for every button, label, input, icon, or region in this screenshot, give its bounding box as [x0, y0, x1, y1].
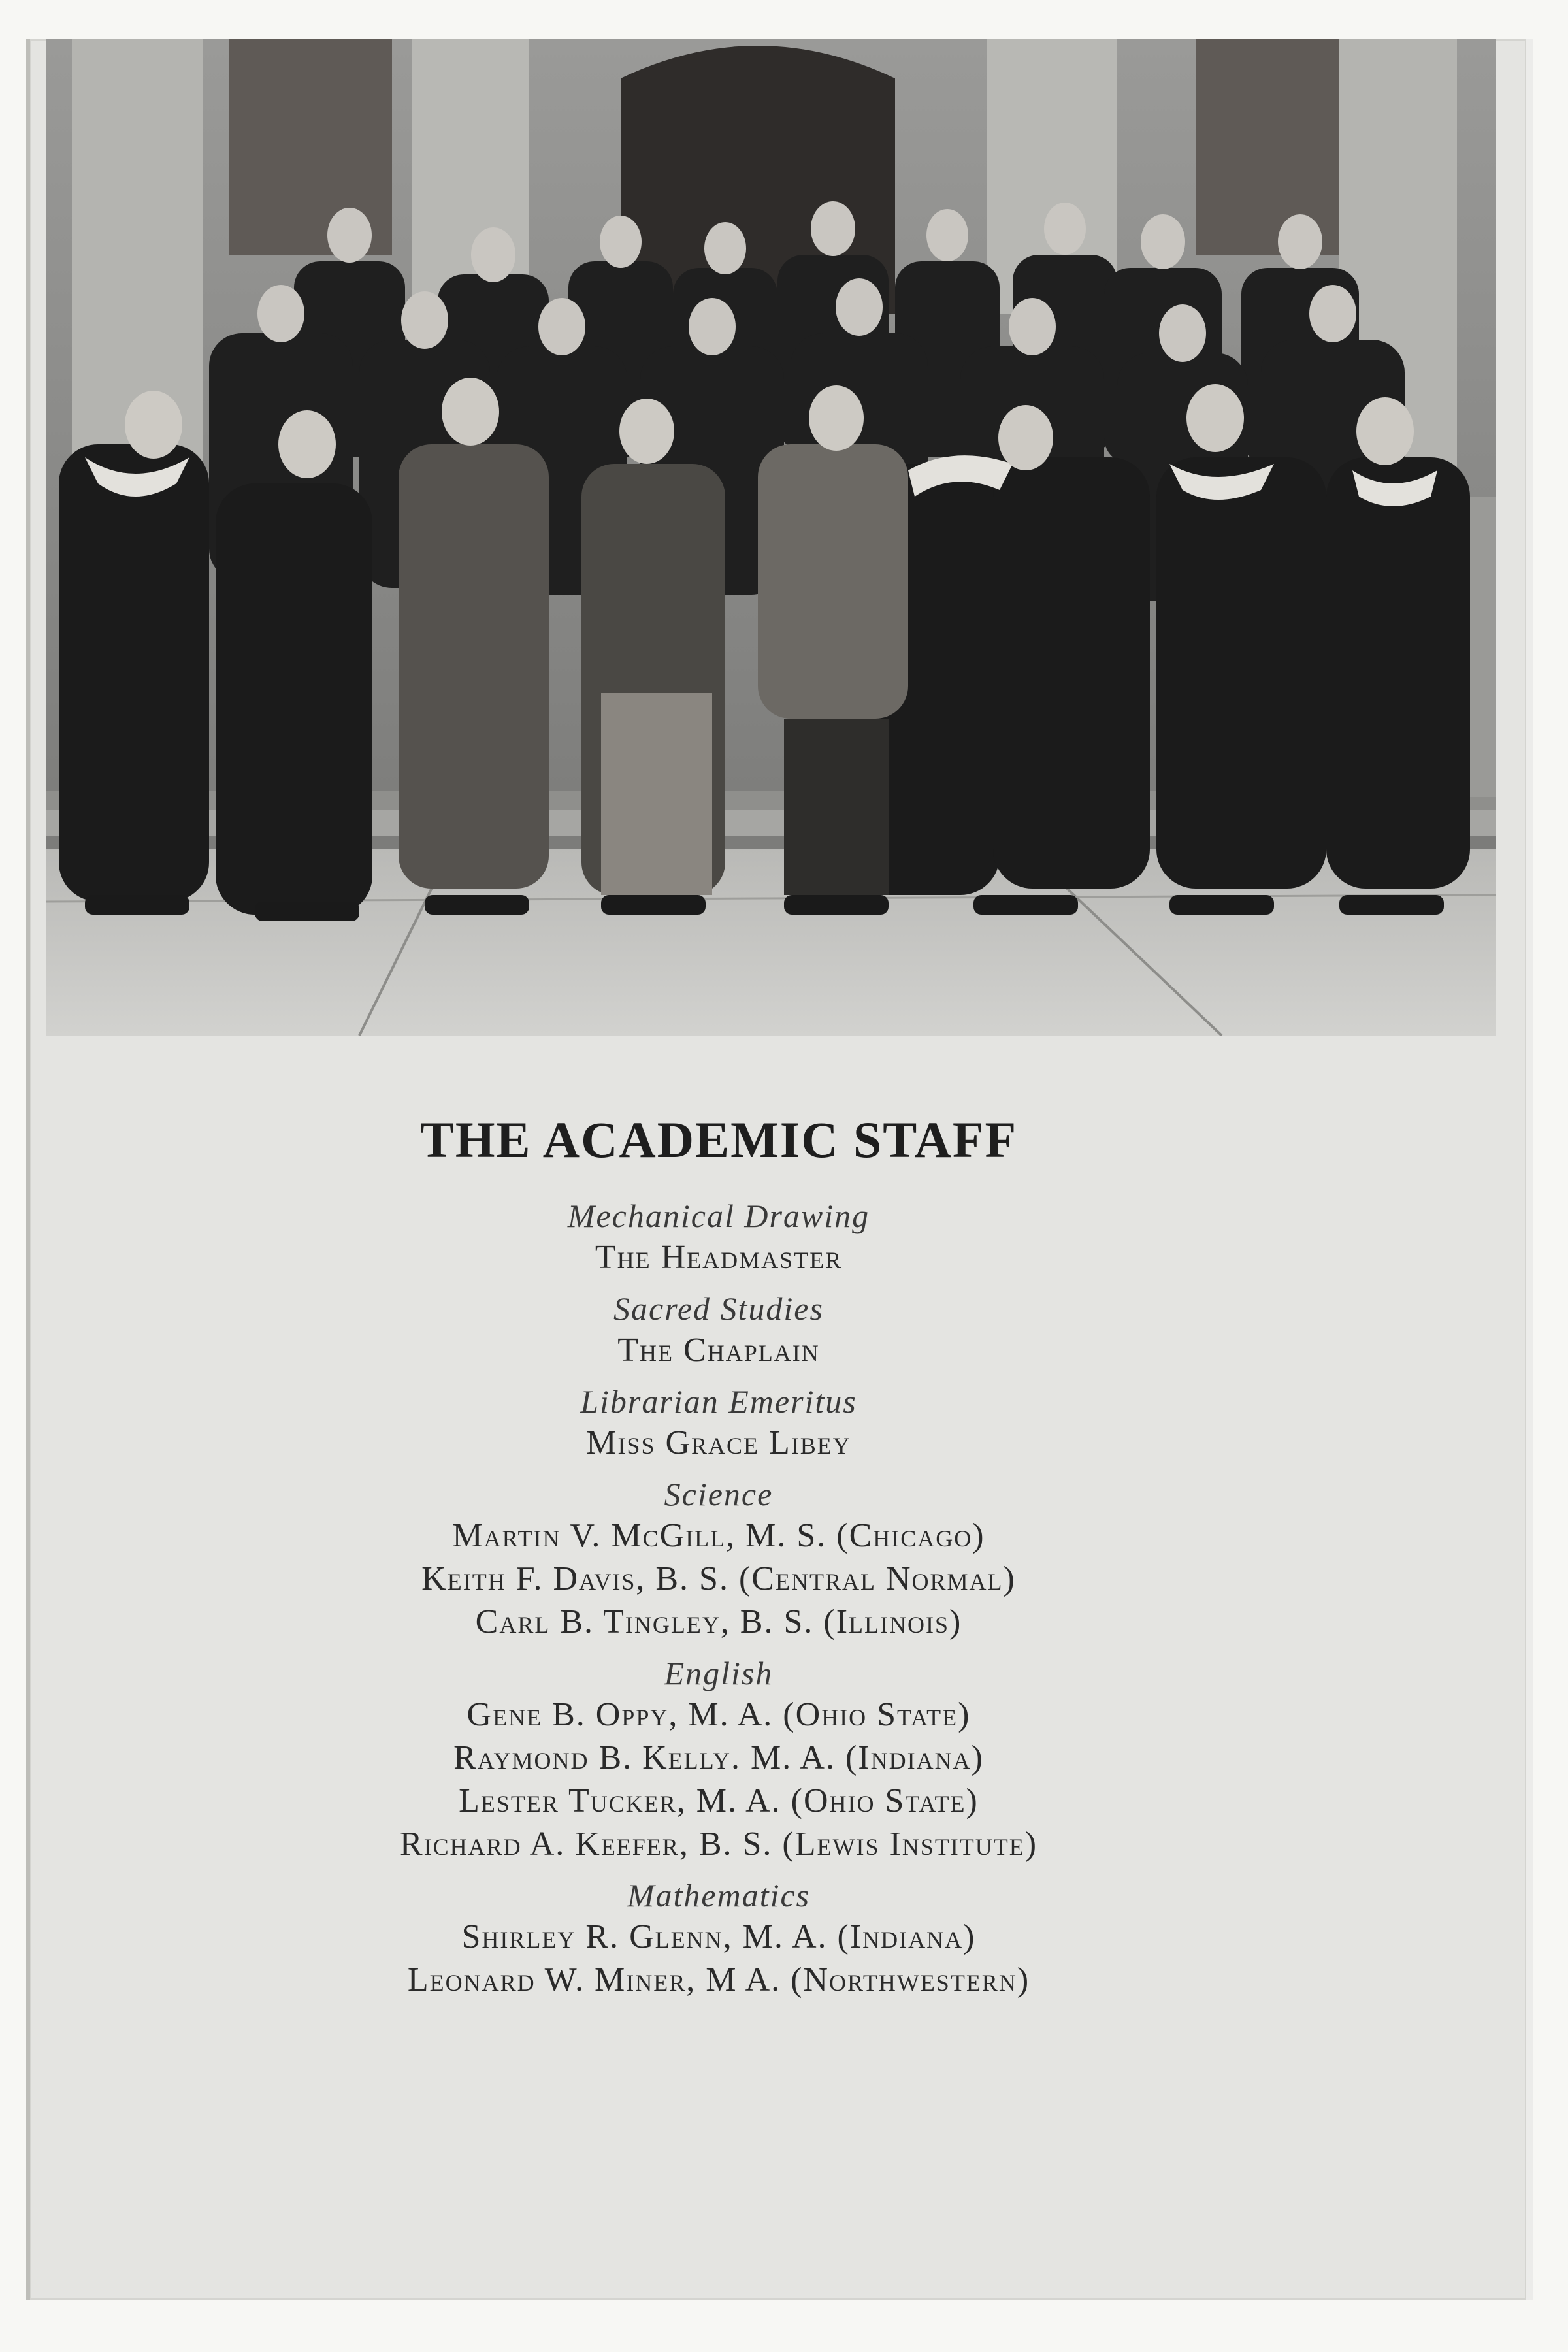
section-english	[196, 1653, 1241, 1866]
staff-member: Martin V. McGill, M. S. (Chicago)	[452, 1517, 985, 1554]
staff-list	[196, 1111, 1241, 2011]
department-heading: Sacred Studies	[613, 1290, 824, 1327]
staff-member: Miss Grace Libey	[586, 1424, 851, 1462]
section-science	[196, 1474, 1241, 1644]
staff-member: The Chaplain	[617, 1331, 820, 1369]
group-photo-image	[46, 39, 1496, 1036]
page-edge	[1526, 39, 1533, 2300]
department-heading: Mechanical Drawing	[567, 1198, 870, 1234]
section-mathematics	[196, 1875, 1241, 2002]
department-heading: Mathematics	[627, 1877, 811, 1914]
department-heading: English	[664, 1655, 774, 1691]
department-heading: Science	[664, 1476, 774, 1512]
section-sacred-studies	[196, 1288, 1241, 1372]
staff-member: Keith F. Davis, B. S. (Central Normal)	[421, 1560, 1016, 1597]
page-title: THE ACADEMIC STAFF	[419, 1111, 1018, 1168]
staff-member: Raymond B. Kelly. M. A. (Indiana)	[453, 1739, 984, 1776]
staff-member: Carl B. Tingley, B. S. (Illinois)	[475, 1603, 962, 1641]
section-librarian-emeritus	[196, 1381, 1241, 1465]
staff-member: Shirley R. Glenn, M. A. (Indiana)	[461, 1918, 976, 1955]
department-heading: Librarian Emeritus	[580, 1383, 857, 1420]
section-mechanical-drawing	[196, 1196, 1241, 1279]
staff-member: Leonard W. Miner, M A. (Northwestern)	[407, 1961, 1030, 1999]
staff-member: Richard A. Keefer, B. S. (Lewis Institute)	[399, 1825, 1038, 1863]
staff-member: Lester Tucker, M. A. (Ohio State)	[459, 1782, 979, 1820]
group-photo	[46, 39, 1496, 1036]
staff-member: Gene B. Oppy, M. A. (Ohio State)	[466, 1696, 971, 1733]
staff-member: The Headmaster	[595, 1239, 843, 1276]
